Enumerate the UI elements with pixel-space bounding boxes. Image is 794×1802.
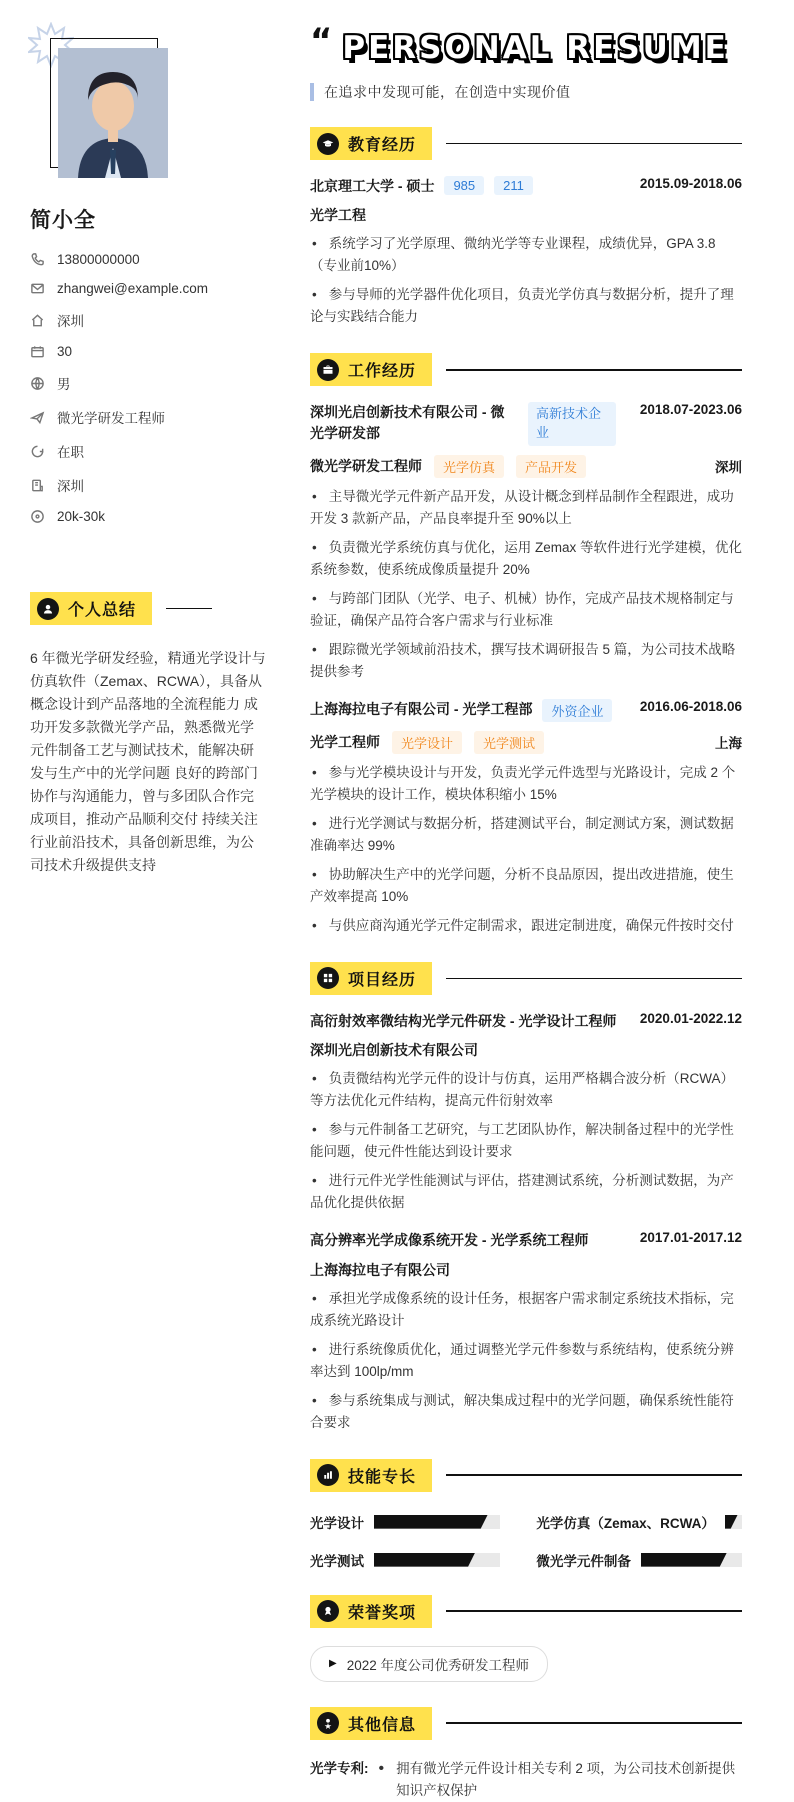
company-name: 深圳光启创新技术有限公司 - 微光学研发部 xyxy=(310,404,505,441)
play-triangle-icon: ▶ xyxy=(329,1658,337,1670)
honors-section-badge xyxy=(310,1595,432,1628)
work-section xyxy=(310,353,742,937)
role-name: 微光学研发工程师 xyxy=(310,458,422,475)
skills-grid xyxy=(310,1512,742,1570)
school-tag-211: 211 xyxy=(494,176,533,195)
contact-value: 13800000000 xyxy=(57,252,140,267)
project-name: 高衍射效率微结构光学元件研发 - 光学设计工程师 xyxy=(310,1012,617,1029)
skill-bar-fill xyxy=(374,1553,475,1567)
bullet-item: • 进行光学测试与数据分析，搭建测试平台，制定测试方案，测试数据准确率达 99% xyxy=(310,815,734,853)
summary-section xyxy=(30,592,288,877)
contact-value: 20k-30k xyxy=(57,509,106,524)
bullet-item: • 进行系统像质优化，通过调整光学元件参数与系统结构，使系统分辨率达到 100lp/mm xyxy=(310,1341,734,1379)
bullet-item: • 系统学习了光学原理、微纳光学等专业课程，成绩优异，GPA 3.8（专业前10%） xyxy=(310,236,716,274)
bullet-item: • 与跨部门团队（光学、电子、机械）协作，完成产品技术规格制定与验证，确保产品符合客户需求与行业标准 xyxy=(310,590,734,628)
company-tag: 外资企业 xyxy=(542,699,612,722)
contact-value: 深圳 xyxy=(57,479,84,494)
work-entry-2 xyxy=(310,699,742,937)
gender-icon xyxy=(30,376,45,391)
contact-value: 30 xyxy=(57,344,73,359)
skill-bar xyxy=(725,1515,742,1529)
bullet-dot: • xyxy=(378,1759,385,1777)
projects-section-badge xyxy=(310,962,432,995)
education-section-title: 教育经历 xyxy=(348,137,417,154)
skill-label: 光学测试 xyxy=(310,1553,364,1569)
contact-phone xyxy=(30,252,288,267)
bullet-item: • 协助解决生产中的光学问题，分析不良品原因，提出改进措施，使生产效率提高 10% xyxy=(310,866,734,904)
bar-chart-icon xyxy=(317,1464,339,1486)
education-section xyxy=(310,127,742,328)
skill-item xyxy=(310,1550,500,1570)
slogan-row xyxy=(310,82,742,102)
honor-text: 2022 年度公司优秀研发工程师 xyxy=(346,1657,529,1673)
summary-section-title: 个人总结 xyxy=(68,602,137,619)
bullet-item: • 承担光学成像系统的设计任务，根据客户需求制定系统技术指标，完成系统光路设计 xyxy=(310,1290,734,1328)
work-date: 2016.06-2018.06 xyxy=(639,698,742,714)
contact-hometown xyxy=(30,475,288,495)
person-icon xyxy=(37,598,59,620)
person-star-icon xyxy=(317,1712,339,1734)
contact-gender xyxy=(30,373,288,393)
work-location: 上海 xyxy=(715,736,742,752)
other-label: 光学专利: xyxy=(310,1760,369,1776)
project-date: 2017.01-2017.12 xyxy=(639,1230,742,1246)
section-divider-line xyxy=(446,143,742,145)
honor-badge xyxy=(310,1646,548,1682)
salary-icon xyxy=(30,509,45,524)
contact-email xyxy=(30,281,288,296)
project-date: 2020.01-2022.12 xyxy=(639,1010,742,1026)
resume-title: PERSONAL RESUME xyxy=(342,30,729,66)
role-name: 光学工程师 xyxy=(310,734,380,751)
grid-icon xyxy=(317,967,339,989)
bullet-item: • 参与系统集成与测试，解决集成过程中的光学问题，确保系统性能符合要求 xyxy=(310,1392,734,1430)
skills-section xyxy=(310,1459,742,1570)
role-tag: 产品开发 xyxy=(516,455,586,478)
briefcase-icon xyxy=(317,359,339,381)
section-divider-line xyxy=(446,369,742,371)
project-name: 高分辨率光学成像系统开发 - 光学系统工程师 xyxy=(310,1232,589,1249)
skill-label: 光学仿真（Zemax、RCWA） xyxy=(536,1515,715,1531)
project-company: 上海海拉电子有限公司 xyxy=(310,1261,450,1278)
section-divider-line xyxy=(446,1474,742,1476)
project-entry-1 xyxy=(310,1011,742,1214)
bullet-item: • 进行元件光学性能测试与评估，搭建测试系统，分析测试数据，为产品优化提供依据 xyxy=(310,1173,734,1211)
bullet-item: • 参与光学模块设计与开发，负责光学元件选型与光路设计，完成 2 个光学模块的设计工作，模块体积缩小 15% xyxy=(310,764,736,802)
skill-item xyxy=(536,1512,742,1532)
contact-value: 男 xyxy=(57,377,71,392)
education-section-badge xyxy=(310,127,432,160)
job-title-icon xyxy=(30,410,45,425)
bullet-item: • 跟踪微光学领域前沿技术，撰写技术调研报告 5 篇，为公司技术战略提供参考 xyxy=(310,641,736,679)
bullet-item: • 与供应商沟通光学元件定制需求，跟进定制进度，确保元件按时交付 xyxy=(312,917,734,933)
summary-text: 6 年微光学研发经验，精通光学设计与仿真软件（Zemax、RCWA），具备从概念设计到产品落地的全流程能力 成功开发多款微光学产品，熟悉微光学元件制备工艺与测试技术，能解决研发与生产中的光学问题 良好的跨部门协作与沟通能力，曾与多团队合作完成项目，推动产品顺利交付 持续关注行业前沿技术，具备创新思维，为公司技术升级提供支持 xyxy=(30,650,266,873)
contact-value: 深圳 xyxy=(57,314,84,329)
work-section-title: 工作经历 xyxy=(348,363,417,381)
skills-section-title: 技能专长 xyxy=(348,1468,417,1486)
slogan-text: 在追求中发现可能，在创造中实现价值 xyxy=(324,84,571,100)
bullet-item: • 主导微光学元件新产品开发，从设计概念到样品制作全程跟进，成功开发 3 款新产品，产品良率提升至 90%以上 xyxy=(310,488,734,526)
skill-bar-fill xyxy=(641,1553,727,1567)
project-company: 深圳光启创新技术有限公司 xyxy=(310,1042,478,1059)
other-section-badge xyxy=(310,1707,432,1740)
slogan-bar xyxy=(310,83,314,101)
school-name: 北京理工大学 - 硕士 xyxy=(310,178,435,194)
education-bullets xyxy=(310,233,742,328)
honors-section-title: 荣誉奖项 xyxy=(348,1604,417,1622)
contact-status xyxy=(30,441,288,461)
skill-item xyxy=(536,1550,742,1570)
status-icon xyxy=(30,444,45,459)
skill-item xyxy=(310,1512,500,1532)
contact-salary xyxy=(30,509,288,524)
honors-section xyxy=(310,1595,742,1682)
section-divider-line xyxy=(166,608,212,610)
projects-section xyxy=(310,962,742,1434)
project-entry-2 xyxy=(310,1230,742,1433)
skills-section-badge xyxy=(310,1459,432,1492)
avatar xyxy=(58,48,168,178)
graduation-cap-icon xyxy=(317,133,339,155)
skill-bar-fill xyxy=(725,1515,738,1529)
age-icon xyxy=(30,344,45,359)
education-date: 2015.09-2018.06 xyxy=(639,176,742,191)
bullet-item: • 负责微光学系统仿真与优化，运用 Zemax 等软件进行光学建模，优化系统参数，使系统成像质量提升 20% xyxy=(310,539,742,577)
bullet-item: • 参与导师的光学器件优化项目，负责光学仿真与数据分析，提升了理论与实践结合能力 xyxy=(310,287,734,325)
main-column xyxy=(310,22,742,1802)
work-date: 2018.07-2023.06 xyxy=(639,402,742,418)
contact-age xyxy=(30,344,288,359)
skill-label: 微光学元件制备 xyxy=(536,1553,631,1569)
profile-photo xyxy=(58,48,168,178)
work-entry-1 xyxy=(310,402,742,683)
project-bullets xyxy=(310,1288,742,1434)
bullet-item: • 负责微结构光学元件的设计与仿真，运用严格耦合波分析（RCWA）等方法优化元件结构，提高元件衍射效率 xyxy=(310,1071,734,1109)
resume-header xyxy=(310,21,742,66)
sidebar xyxy=(30,22,288,1802)
work-location: 深圳 xyxy=(715,460,742,476)
email-icon xyxy=(30,281,45,296)
other-section xyxy=(310,1707,742,1802)
home-icon xyxy=(30,313,45,328)
section-divider-line xyxy=(446,1722,742,1724)
work-section-badge xyxy=(310,353,432,386)
role-tag: 光学设计 xyxy=(392,731,462,754)
hometown-icon xyxy=(30,478,45,493)
bullet-item: • 参与元件制备工艺研究，与工艺团队协作，解决制备过程中的光学性能问题，使元件性能达到设计要求 xyxy=(310,1122,734,1160)
company-tag: 高新技术企业 xyxy=(528,402,616,446)
school-tag-985: 985 xyxy=(444,176,484,195)
phone-icon xyxy=(30,252,45,267)
skill-bar xyxy=(641,1553,742,1567)
role-tag: 光学测试 xyxy=(474,731,544,754)
summary-section-badge xyxy=(30,592,152,625)
contact-list xyxy=(30,252,288,524)
section-divider-line xyxy=(446,1610,742,1612)
skill-bar-fill xyxy=(374,1515,488,1529)
contact-value: 微光学研发工程师 xyxy=(57,411,165,426)
section-divider-line xyxy=(446,978,742,980)
person-name: 简小全 xyxy=(30,209,96,232)
contact-value: 在职 xyxy=(57,445,84,460)
other-text: 拥有微光学元件设计相关专利 2 项，为公司技术创新提供知识产权保护 xyxy=(396,1760,736,1798)
skill-label: 光学设计 xyxy=(310,1515,364,1531)
quote-mark-icon: “ xyxy=(310,21,333,61)
work-bullets xyxy=(310,486,742,683)
company-name: 上海海拉电子有限公司 - 光学工程部 xyxy=(310,700,533,717)
projects-section-title: 项目经历 xyxy=(348,971,417,989)
other-info-row xyxy=(310,1758,742,1802)
work-bullets xyxy=(310,762,742,937)
major-name: 光学工程 xyxy=(310,207,366,224)
contact-job-title xyxy=(30,407,288,427)
medal-icon xyxy=(317,1600,339,1622)
project-bullets xyxy=(310,1068,742,1214)
skill-bar xyxy=(374,1553,500,1567)
contact-city xyxy=(30,310,288,330)
contact-value: zhangwei@example.com xyxy=(57,281,209,296)
education-entry xyxy=(310,176,742,328)
skill-bar xyxy=(374,1515,500,1529)
other-section-title: 其他信息 xyxy=(348,1716,417,1734)
role-tag: 光学仿真 xyxy=(434,455,504,478)
